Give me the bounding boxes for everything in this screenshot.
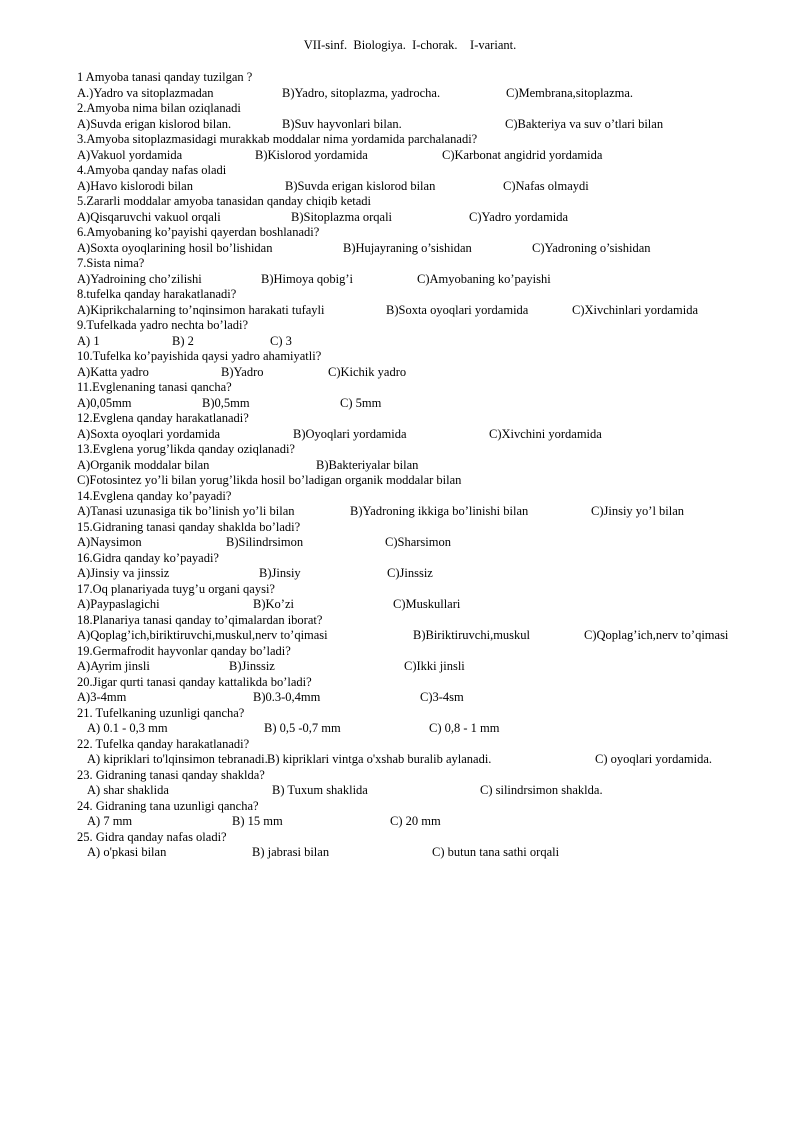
answer-option: A) 1 [77,333,100,348]
answer-row [77,272,777,288]
answer-option: A) shar shaklida [87,783,169,797]
answer-row [77,458,777,474]
question-text: 13.Evglena yorug’likda qanday oziqlanadi? [77,442,295,456]
answer-row [77,566,777,582]
answer-option: A)Naysimon [77,535,142,549]
answer-option: A)Qoplag’ich,biriktiruvchi,muskul,nerv to’qimasi [77,628,328,642]
question-list [77,70,777,861]
answer-option: B)Soxta oyoqlari yordamida [386,302,529,317]
answer-option: B) Tuxum shaklida [272,783,368,797]
answer-option: B)Ko’zi [253,597,294,611]
question-text: 16.Gidra qanday ko’payadi? [77,550,219,565]
answer-option: C) 3 [270,333,292,348]
question-text: 17.Oq planariyada tuyg’u organi qaysi? [77,581,275,596]
answer-option: B)Suv hayvonlari bilan. [282,116,402,131]
question-text: 21. Tufelkaning uzunligi qancha? [77,705,245,720]
answer-option: B) kipriklari vintga o'xshab buralib aylanadi. [267,752,492,766]
answer-option: B)Jinssiz [229,659,275,673]
answer-option: A) o'pkasi bilan [87,845,167,859]
question-text: 25. Gidra qanday nafas oladi? [77,829,227,844]
answer-option: A)Vakuol yordamida [77,147,183,162]
answer-option: B) 0,5 -0,7 mm [264,721,341,735]
answer-row [77,148,777,164]
answer-option: A)Qisqaruvchi vakuol orqali [77,209,221,224]
answer-option: B)Kislorod yordamida [255,147,368,162]
answer-option: C)Ikki jinsli [404,659,465,673]
question-text: 2.Amyoba nima bilan oziqlanadi [77,101,241,115]
answer-option: C)Jinsiy yo’l bilan [591,504,685,518]
answer-option: C) silindrsimon shaklda. [480,783,603,797]
question-text: 10.Tufelka ko’payishida qaysi yadro ahamiyatli? [77,349,322,363]
answer-option: C)Sharsimon [385,535,451,549]
answer-option: C) butun tana sathi orqali [432,845,560,859]
question-text: 12.Evglena qanday harakatlanadi? [77,411,249,425]
answer-option: C)3-4sm [420,690,464,704]
answer-option: C) 20 mm [390,814,441,828]
answer-option: A.)Yadro va sitoplazmadan [77,85,214,100]
answer-option: B) 15 mm [232,814,283,828]
answer-option: B)Yadroning ikkiga bo’linishi bilan [350,504,529,518]
answer-row [77,845,777,861]
answer-option: A)Jinsiy va jinssiz [77,566,170,580]
question-text: 11.Evglenaning tanasi qancha? [77,380,232,394]
answer-option: B)Suvda erigan kislorod bilan [285,178,436,193]
answer-row [77,752,777,768]
question-text: 23. Gidraning tanasi qanday shaklda? [77,767,265,782]
answer-row [77,783,777,799]
answer-row [77,690,777,706]
answer-row [77,396,777,412]
answer-option: A)0,05mm [77,395,132,410]
answer-option: A)3-4mm [77,690,127,704]
answer-option: A)Kiprikchalarning to’nqinsimon harakati tufayli [77,302,325,317]
page-title: VII-sinf. Biologiya. I-chorak. I-variant. [303,38,517,52]
answer-row [77,504,777,520]
question-text: 8.tufelka qanday harakatlanadi? [77,287,237,301]
question-text: 14.Evglena qanday ko’payadi? [77,488,232,503]
question-text: 24. Gidraning tana uzunligi qancha? [77,798,259,813]
answer-option: C)Jinssiz [387,566,433,580]
answer-option: C)Yadro yordamida [469,209,569,224]
question-text: 20.Jigar qurti tanasi qanday kattalikda bo’ladi? [77,674,312,689]
answer-row [77,117,777,133]
answer-option: A)Soxta oyoqlari yordamida [77,426,221,441]
answer-option: B)Jinsiy [259,566,301,580]
answer-row [77,365,777,381]
answer-option: C)Amyobaning ko’payishi [417,271,551,286]
answer-row [77,334,777,350]
question-text: 1 Amyoba tanasi qanday tuzilgan ? [77,70,253,84]
answer-option: B)Oyoqlari yordamida [293,426,407,441]
answer-option: A)Ayrim jinsli [77,659,150,673]
answer-option: A)Havo kislorodi bilan [77,178,193,193]
answer-row [77,179,777,195]
answer-row [77,597,777,613]
answer-option: C)Yadroning o’sishidan [532,240,651,255]
answer-option: B)Biriktiruvchi,muskul [413,628,531,642]
answer-option: A)Katta yadro [77,364,149,379]
answer-row [77,628,777,644]
answer-option: C) 5mm [340,395,382,410]
answer-option: C)Xivchini yordamida [489,426,602,441]
answer-row [77,814,777,830]
answer-option: A)Organik moddalar bilan [77,457,210,472]
answer-row [77,659,777,675]
answer-option: B) jabrasi bilan [252,845,330,859]
answer-option: A)Tanasi uzunasiga tik bo’linish yo’li bilan [77,504,295,518]
answer-option: B)Yadro [221,364,264,379]
answer-option: A) 7 mm [87,814,133,828]
answer-option: B)Himoya qobig’i [261,271,354,286]
answer-option: C)Fotosintez yo’li bilan yorug’likda hosil bo’ladigan organik moddalar bilan [77,473,462,487]
question-text: 3.Amyoba sitoplazmasidagi murakkab moddalar nima yordamida parchalanadi? [77,132,478,146]
answer-row [77,721,777,737]
answer-option: B)0,5mm [202,395,250,410]
answer-row [77,427,777,443]
question-text: 22. Tufelka qanday harakatlanadi? [77,736,250,751]
question-text: 7.Sista nima? [77,256,145,270]
answer-row [77,535,777,551]
question-text: 19.Germafrodit hayvonlar qanday bo’ladi? [77,643,291,658]
answer-option: C) oyoqlari yordamida. [595,752,712,766]
answer-option: B)Sitoplazma orqali [291,209,393,224]
answer-option: A) 0.1 - 0,3 mm [87,721,168,735]
answer-option: C) 0,8 - 1 mm [429,721,500,735]
answer-option: B)Hujayraning o’sishidan [343,240,472,255]
answer-option: C)Xivchinlari yordamida [572,302,699,317]
answer-option: B)0.3-0,4mm [253,690,321,704]
answer-option: B)Bakteriyalar bilan [316,457,419,472]
answer-option: A)Paypaslagichi [77,597,160,611]
answer-row [77,86,777,102]
answer-option: B)Silindrsimon [226,535,304,549]
answer-option: C)Bakteriya va suv o’tlari bilan [505,116,664,131]
answer-option: C)Nafas olmaydi [503,178,589,193]
question-text: 5.Zararli moddalar amyoba tanasidan qanday chiqib ketadi [77,194,371,208]
answer-option: C)Membrana,sitoplazma. [506,85,634,100]
question-text: 6.Amyobaning ko’payishi qayerdan boshlanadi? [77,225,320,239]
answer-option: A)Yadroining cho’zilishi [77,271,202,286]
answer-row [77,210,777,226]
answer-option: A)Suvda erigan kislorod bilan. [77,116,232,131]
answer-option: C)Karbonat angidrid yordamida [442,147,603,162]
answer-option: A) kipriklari to'lqinsimon tebranadi. [87,752,268,766]
question-text: 9.Tufelkada yadro nechta bo’ladi? [77,318,249,332]
answer-option: A)Soxta oyoqlarining hosil bo’lishidan [77,240,273,255]
question-text: 4.Amyoba qanday nafas oladi [77,163,227,177]
question-text: 18.Planariya tanasi qanday to’qimalardan iborat? [77,612,323,627]
answer-row [77,303,777,319]
answer-row [77,241,777,257]
answer-option: B) 2 [172,333,194,348]
question-text: 15.Gidraning tanasi qanday shaklda bo’ladi? [77,519,301,534]
answer-option: B)Yadro, sitoplazma, yadrocha. [282,85,441,100]
answer-option: C)Kichik yadro [328,364,407,379]
answer-option: C)Qoplag’ich,nerv to’qimasi [584,628,729,642]
answer-option: C)Muskullari [393,597,461,611]
